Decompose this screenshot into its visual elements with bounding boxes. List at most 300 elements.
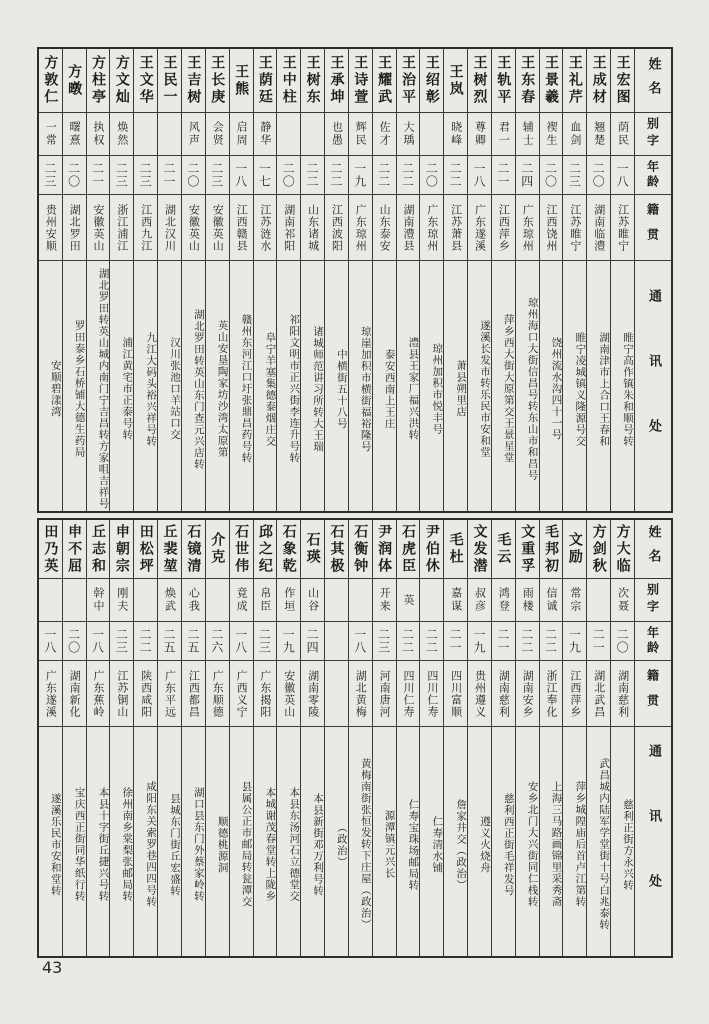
person-courtesy-name: 辉民	[349, 112, 372, 155]
person-address: 阜宁羊塞集德泰烟庄交	[254, 260, 277, 511]
person-age: 二三	[134, 155, 157, 194]
person-native-place: 安徽英山	[277, 660, 300, 726]
person-name: 石镜清	[185, 523, 202, 575]
person-age: 二三	[110, 155, 133, 194]
person-name: 石瑛	[304, 532, 321, 566]
person-address: 萧县朔里店	[444, 260, 467, 511]
person-native-place: 广东琼州	[420, 194, 443, 260]
person-name: 毛邦初	[543, 523, 560, 575]
person-native-place: 江西萍乡	[563, 660, 586, 726]
person-native-place: 广东琼州	[516, 194, 539, 260]
person-address: 詹家井交（政治）	[444, 726, 467, 956]
person-name: 田乃英	[42, 523, 59, 575]
person-native-place: 江西波阳	[325, 194, 348, 260]
person-name: 邱之纪	[256, 523, 273, 575]
person-column	[348, 49, 372, 511]
person-column	[419, 49, 443, 511]
person-address: 湖口县东门外蔡家岭转	[182, 726, 205, 956]
person-address: 遂溪长发市转乐民市安和堂	[468, 260, 491, 511]
person-name: 王树烈	[471, 55, 488, 106]
person-name: 毛云	[495, 532, 512, 566]
person-name: 王长庚	[209, 55, 226, 106]
person-name: 石虎臣	[399, 523, 416, 575]
person-native-place: 湖南安乡	[516, 660, 539, 726]
person-age: 二二	[397, 155, 420, 194]
person-native-place: 江西饶州	[540, 194, 563, 260]
person-native-place: 湖北罗田	[63, 194, 86, 260]
person-column	[372, 49, 396, 511]
person-age: 二三	[110, 621, 133, 660]
person-address: 琼州加积市悦丰号	[420, 260, 443, 511]
person-address: 遂溪乐民市安和堂转	[39, 726, 62, 956]
person-courtesy-name: 幹中	[87, 578, 110, 621]
person-native-place: 广东琼州	[349, 194, 372, 260]
person-column	[324, 49, 348, 511]
person-name: 介克	[209, 532, 226, 566]
person-column	[396, 520, 420, 956]
person-address: 慈利正街方永兴转	[611, 726, 634, 956]
person-courtesy-name	[158, 112, 181, 155]
person-age: 二五	[158, 621, 181, 660]
header-native-place: 籍贯	[635, 660, 671, 726]
row-header-column	[634, 520, 671, 956]
person-address: 仁寿清水铺	[420, 726, 443, 956]
person-address: 罗田泰乡石桥铺大德生药局	[63, 260, 86, 511]
person-age: 二三	[206, 155, 229, 194]
person-native-place: 安徽英山	[182, 194, 205, 260]
person-native-place: 安徽英山	[87, 194, 110, 260]
person-name: 丘志和	[90, 523, 107, 575]
person-age: 一八	[39, 621, 62, 660]
person-address: 浦江黄宅市正泰号转	[110, 260, 133, 511]
person-courtesy-name: 启周	[230, 112, 253, 155]
header-address: 通讯处	[635, 726, 671, 956]
person-age: 二二	[134, 621, 157, 660]
person-age: 一九	[563, 621, 586, 660]
person-age: 二〇	[420, 155, 443, 194]
person-address: 中横街五十八号	[325, 260, 348, 511]
header-age: 年龄	[635, 621, 671, 660]
person-courtesy-name: 静华	[254, 112, 277, 155]
directory-table-top	[37, 47, 673, 513]
person-name: 文励	[566, 532, 583, 566]
person-courtesy-name: 常宗	[563, 578, 586, 621]
person-age: 二一	[444, 621, 467, 660]
person-age: 二三	[39, 155, 62, 194]
person-age: 二六	[206, 621, 229, 660]
person-native-place	[325, 660, 348, 726]
person-column	[229, 520, 253, 956]
person-name: 申朝宗	[113, 523, 130, 575]
person-address: （政治）	[325, 726, 348, 956]
person-native-place: 江苏睢宁	[563, 194, 586, 260]
person-age: 一八	[468, 155, 491, 194]
person-courtesy-name: 尊卿	[468, 112, 491, 155]
person-courtesy-name: 禊生	[540, 112, 563, 155]
person-age: 二〇	[540, 155, 563, 194]
person-age: 二二	[444, 155, 467, 194]
person-column	[229, 49, 253, 511]
header-age: 年龄	[635, 155, 671, 194]
person-name: 王轨平	[495, 55, 512, 106]
person-address: 本县东汤河石立德堂交	[277, 726, 300, 956]
person-column	[610, 520, 634, 956]
person-name: 王景羲	[543, 55, 560, 106]
person-name: 方大临	[614, 523, 631, 575]
person-name: 王文华	[137, 55, 154, 106]
person-column	[419, 520, 443, 956]
person-address: 诸城师范讲习所转大王瑞	[301, 260, 324, 511]
person-native-place: 广东揭阳	[254, 660, 277, 726]
person-native-place: 浙江奉化	[540, 660, 563, 726]
person-column	[181, 520, 205, 956]
person-age: 二〇	[182, 155, 205, 194]
person-age: 二一	[492, 155, 515, 194]
person-column	[467, 520, 491, 956]
person-native-place: 广东遂溪	[39, 660, 62, 726]
person-age: 二三	[373, 621, 396, 660]
person-native-place: 贵州安顺	[39, 194, 62, 260]
person-column	[539, 520, 563, 956]
person-age: 一八	[230, 621, 253, 660]
person-address: 源潭镇元兴长	[373, 726, 396, 956]
person-age: 二〇	[63, 621, 86, 660]
person-name: 尹润体	[376, 523, 393, 575]
person-courtesy-name: 也愚	[325, 112, 348, 155]
person-courtesy-name	[63, 578, 86, 621]
person-age: 二三	[254, 621, 277, 660]
person-column	[515, 49, 539, 511]
person-native-place: 江西赣县	[230, 194, 253, 260]
person-native-place: 湖南慈利	[611, 660, 634, 726]
person-address: 萍乡西大街大原第交王景星堂	[492, 260, 515, 511]
person-courtesy-name: 英	[397, 578, 420, 621]
person-address: 县属公正市邮局转瓮潭交	[230, 726, 253, 956]
person-column	[181, 49, 205, 511]
person-name: 王中柱	[280, 55, 297, 106]
person-name: 王成材	[590, 55, 607, 106]
person-age: 一八	[611, 155, 634, 194]
person-courtesy-name: 晓峰	[444, 112, 467, 155]
person-courtesy-name	[420, 112, 443, 155]
person-native-place: 江苏萧县	[444, 194, 467, 260]
person-address: 武昌城内陆军学堂街十号白兆泰转	[587, 726, 610, 956]
person-column	[443, 49, 467, 511]
person-address: 湖北罗田转英山东门查元兴店转	[182, 260, 205, 511]
person-column	[109, 49, 133, 511]
person-column	[562, 520, 586, 956]
person-age: 二一	[87, 155, 110, 194]
person-address: 汉川张池口羊站口交	[158, 260, 181, 511]
person-native-place: 广东顺德	[206, 660, 229, 726]
person-courtesy-name: 鸿登	[492, 578, 515, 621]
person-age: 二〇	[277, 155, 300, 194]
person-name: 尹伯休	[423, 523, 440, 575]
person-age: 二四	[516, 155, 539, 194]
person-column	[491, 49, 515, 511]
person-native-place: 湖北武昌	[587, 660, 610, 726]
person-age: 二二	[420, 621, 443, 660]
person-name: 田松坪	[137, 523, 154, 575]
person-age: 一八	[87, 621, 110, 660]
person-address: 琼州海口大街信昌号转东山市和昌号	[516, 260, 539, 511]
person-age: 二二	[373, 155, 396, 194]
person-column	[372, 520, 396, 956]
person-age: 二四	[301, 621, 324, 660]
person-column	[86, 49, 110, 511]
person-courtesy-name	[39, 578, 62, 621]
person-native-place: 湖南零陵	[301, 660, 324, 726]
person-column	[396, 49, 420, 511]
person-column	[276, 49, 300, 511]
person-courtesy-name: 山谷	[301, 578, 324, 621]
person-name: 王治平	[399, 55, 416, 106]
person-address: 饶州流水沟四十一号	[540, 260, 563, 511]
person-address: 睢宁凌城镇义隆源号交	[563, 260, 586, 511]
person-name: 文发潜	[471, 523, 488, 575]
person-courtesy-name	[325, 578, 348, 621]
person-courtesy-name: 作垣	[277, 578, 300, 621]
person-address: 顺德桃源洞	[206, 726, 229, 956]
person-address: 宝庆西正街同华纸行转	[63, 726, 86, 956]
person-name: 石象乾	[280, 523, 297, 575]
person-native-place: 江苏铜山	[110, 660, 133, 726]
person-name: 石世伟	[233, 523, 250, 575]
person-column	[586, 520, 610, 956]
person-native-place: 广西义宁	[230, 660, 253, 726]
person-address: 睢宁高作镇朱和顺号转	[611, 260, 634, 511]
person-native-place: 广东蕉岭	[87, 660, 110, 726]
person-courtesy-name: 叔彦	[468, 578, 491, 621]
person-age: 二二	[516, 621, 539, 660]
person-courtesy-name	[206, 578, 229, 621]
person-name: 石衡钟	[352, 523, 369, 575]
person-address: 安乡北门大兴街同仁栈转	[516, 726, 539, 956]
person-courtesy-name: 一常	[39, 112, 62, 155]
page-number: 43	[42, 958, 63, 977]
person-address: 泰安西南上王庄	[373, 260, 396, 511]
person-courtesy-name	[301, 112, 324, 155]
person-column	[86, 520, 110, 956]
person-name: 方敦仁	[42, 55, 59, 106]
person-age: 一八	[230, 155, 253, 194]
row-header-column	[634, 49, 671, 511]
person-age: 一八	[349, 621, 372, 660]
person-column	[157, 520, 181, 956]
person-address: 上海三马路画锦里采秀斋	[540, 726, 563, 956]
person-address: 湖北罗田转英山城内南门宁吉昌转方家咀吉祥号	[87, 260, 110, 511]
person-name: 王承坤	[328, 55, 345, 106]
person-column	[133, 520, 157, 956]
person-age: 二〇	[63, 155, 86, 194]
person-age: 二一	[587, 621, 610, 660]
person-courtesy-name: 会贤	[206, 112, 229, 155]
person-courtesy-name: 心我	[182, 578, 205, 621]
header-courtesy-name: 别字	[635, 578, 671, 621]
person-native-place: 四川仁寿	[397, 660, 420, 726]
person-column	[562, 49, 586, 511]
person-address: 安顺碧漾湾	[39, 260, 62, 511]
person-column	[157, 49, 181, 511]
person-native-place: 江西九江	[134, 194, 157, 260]
person-courtesy-name: 雨楼	[516, 578, 539, 621]
person-age: 一九	[468, 621, 491, 660]
person-column	[467, 49, 491, 511]
person-native-place: 江西都昌	[182, 660, 205, 726]
person-courtesy-name: 辅士	[516, 112, 539, 155]
person-age: 二二	[301, 155, 324, 194]
person-address: 本县十字街丘捷兴号转	[87, 726, 110, 956]
person-courtesy-name: 次聂	[611, 578, 634, 621]
person-name: 丘裴堃	[161, 523, 178, 575]
person-native-place: 湖南新化	[63, 660, 86, 726]
person-age: 二一	[492, 621, 515, 660]
person-name: 方剑秋	[590, 523, 607, 575]
person-name: 方文灿	[113, 55, 130, 106]
person-column	[205, 49, 229, 511]
person-column	[539, 49, 563, 511]
person-column	[205, 520, 229, 956]
person-courtesy-name: 开来	[373, 578, 396, 621]
person-courtesy-name	[134, 578, 157, 621]
person-native-place: 湖北黄梅	[349, 660, 372, 726]
person-age: 二二	[540, 621, 563, 660]
person-address: 本县新街邓万利号转	[301, 726, 324, 956]
person-native-place: 安徽英山	[206, 194, 229, 260]
person-name: 方柱亭	[90, 55, 107, 106]
header-courtesy-name: 别字	[635, 112, 671, 155]
person-courtesy-name	[277, 112, 300, 155]
person-age: 二一	[158, 155, 181, 194]
person-address: 湖南津市上合口王春和	[587, 260, 610, 511]
person-native-place: 江苏睢宁	[611, 194, 634, 260]
person-age: 二〇	[611, 621, 634, 660]
person-courtesy-name: 帛臣	[254, 578, 277, 621]
person-courtesy-name: 大瑀	[397, 112, 420, 155]
person-native-place: 贵州遵义	[468, 660, 491, 726]
person-column	[515, 520, 539, 956]
person-courtesy-name: 佐才	[373, 112, 396, 155]
person-courtesy-name: 焕然	[110, 112, 133, 155]
person-courtesy-name	[134, 112, 157, 155]
person-address: 澧县王家厂福兴洪转	[397, 260, 420, 511]
person-name: 申不屈	[66, 523, 83, 575]
person-age: 二三	[563, 155, 586, 194]
person-native-place: 江苏涟水	[254, 194, 277, 260]
person-courtesy-name: 风声	[182, 112, 205, 155]
person-address: 仁寿宝珠场邮局转	[397, 726, 420, 956]
person-column	[109, 520, 133, 956]
person-courtesy-name	[349, 578, 372, 621]
person-name: 王礼芹	[566, 55, 583, 106]
person-native-place: 山东诸城	[301, 194, 324, 260]
person-courtesy-name: 血剑	[563, 112, 586, 155]
person-name: 毛杜	[447, 532, 464, 566]
person-name: 王宏图	[614, 55, 631, 106]
person-address: 萍乡城隍庙后首卢江第转	[563, 726, 586, 956]
person-native-place: 湖北汉川	[158, 194, 181, 260]
person-age: 二二	[325, 155, 348, 194]
person-name: 石其极	[328, 523, 345, 575]
person-courtesy-name: 翘楚	[587, 112, 610, 155]
header-native-place: 籍贯	[635, 194, 671, 260]
person-native-place: 湖南澧县	[397, 194, 420, 260]
header-name: 姓名	[645, 525, 661, 573]
person-name: 王绍彰	[423, 55, 440, 106]
person-courtesy-name: 君一	[492, 112, 515, 155]
person-column	[610, 49, 634, 511]
person-column	[586, 49, 610, 511]
person-age: 一七	[254, 155, 277, 194]
person-column	[276, 520, 300, 956]
person-native-place: 山东泰安	[373, 194, 396, 260]
person-native-place: 浙江浦江	[110, 194, 133, 260]
person-address: 本城谢茂春堂转上陇乡	[254, 726, 277, 956]
person-column	[253, 49, 277, 511]
person-address: 祁阳文明市正兴街李连升号转	[277, 260, 300, 511]
person-native-place: 四川富顺	[444, 660, 467, 726]
person-column	[491, 520, 515, 956]
person-name: 王岚	[447, 63, 464, 98]
person-native-place: 江西萍乡	[492, 194, 515, 260]
person-native-place: 湖南祁阳	[277, 194, 300, 260]
person-courtesy-name: 嘉谋	[444, 578, 467, 621]
person-native-place: 陕西咸阳	[134, 660, 157, 726]
person-courtesy-name: 信诚	[540, 578, 563, 621]
person-column	[253, 520, 277, 956]
person-address: 英山安垦陶家坊沙湾太原第	[206, 260, 229, 511]
person-courtesy-name: 焕武	[158, 578, 181, 621]
person-age: 二二	[397, 621, 420, 660]
person-courtesy-name: 荫民	[611, 112, 634, 155]
person-courtesy-name: 竟成	[230, 578, 253, 621]
person-address: 九江大码头裕兴祥号转	[134, 260, 157, 511]
person-native-place: 河南唐河	[373, 660, 396, 726]
person-native-place: 湖南慈利	[492, 660, 515, 726]
person-age: 一九	[277, 621, 300, 660]
person-courtesy-name: 执权	[87, 112, 110, 155]
person-address: 黄梅南街张恒发转下庄屋（政治）	[349, 726, 372, 956]
person-name: 王吉树	[185, 55, 202, 106]
header-address: 通讯处	[635, 260, 671, 511]
person-column	[300, 49, 324, 511]
person-name: 王诗萱	[352, 55, 369, 106]
person-address: 县城东门街丘宏盛转	[158, 726, 181, 956]
header-name: 姓名	[645, 56, 661, 105]
directory-table-bottom	[37, 518, 673, 958]
person-courtesy-name	[587, 578, 610, 621]
person-name: 方暾	[66, 63, 83, 98]
person-native-place: 广东平远	[158, 660, 181, 726]
person-address: 咸阳东关索罗巷四四号转	[134, 726, 157, 956]
person-native-place: 广东遂溪	[468, 194, 491, 260]
person-column	[324, 520, 348, 956]
person-column	[62, 49, 86, 511]
person-column	[62, 520, 86, 956]
person-courtesy-name: 刚夫	[110, 578, 133, 621]
person-address: 慈利西正街毛祥发号	[492, 726, 515, 956]
person-native-place: 四川仁寿	[420, 660, 443, 726]
person-name: 王树东	[304, 55, 321, 106]
person-address: 赣州东河江口圩张鼎昌药号转	[230, 260, 253, 511]
person-column	[39, 520, 62, 956]
person-column	[443, 520, 467, 956]
person-native-place: 湖南临澧	[587, 194, 610, 260]
person-age: 一九	[349, 155, 372, 194]
person-courtesy-name: 曙熹	[63, 112, 86, 155]
person-address: 徐州南乡棠梨张邮局转	[110, 726, 133, 956]
person-address: 遵义火烧舟	[468, 726, 491, 956]
